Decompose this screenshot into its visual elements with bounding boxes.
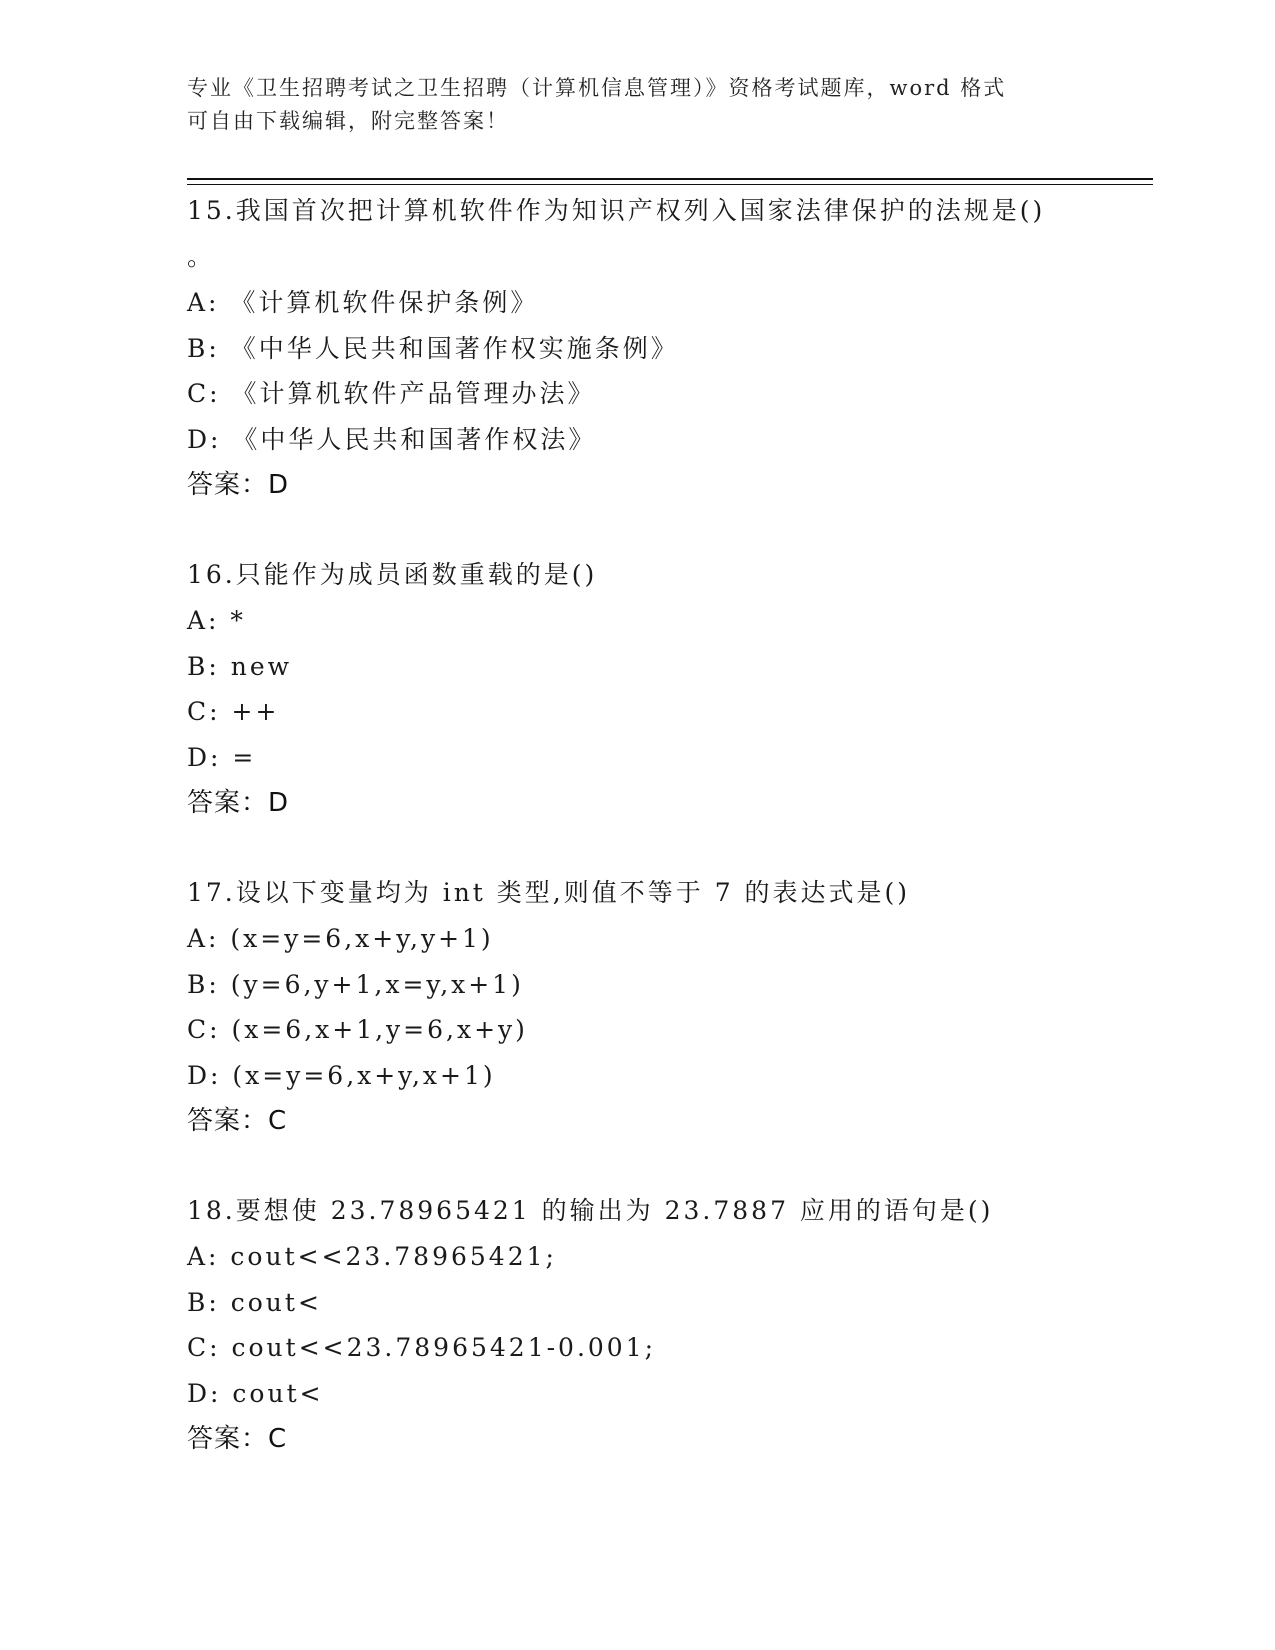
header-divider-thick xyxy=(187,178,1153,180)
document-header xyxy=(187,72,1087,138)
option-a: A: 《计算机软件保护条例》 xyxy=(187,288,539,317)
question-list xyxy=(187,188,1153,1462)
question-16 xyxy=(187,552,1153,826)
question-stem-continuation: 。 xyxy=(187,242,213,271)
option-c: C: ++ xyxy=(187,697,280,726)
answer-line: 答案：C xyxy=(187,1106,288,1136)
option-c: C: 《计算机软件产品管理办法》 xyxy=(187,379,596,408)
header-divider-thin xyxy=(187,184,1153,185)
option-c: C: cout<<23.78965421-0.001; xyxy=(187,1333,657,1362)
option-b: B: cout< xyxy=(187,1287,322,1317)
question-gap xyxy=(187,508,1153,552)
option-d: D: (x=y=6,x+y,x+1) xyxy=(187,1060,496,1090)
question-gap xyxy=(187,826,1153,870)
option-a: A: (x=y=6,x+y,y+1) xyxy=(187,924,494,953)
option-c: C: (x=6,x+1,y=6,x+y) xyxy=(187,1015,528,1044)
question-15 xyxy=(187,188,1153,508)
answer-line: 答案：C xyxy=(187,1424,288,1454)
header-line-2: 可自由下载编辑，附完整答案！ xyxy=(187,109,509,133)
question-gap xyxy=(187,1144,1153,1188)
answer-line: 答案：D xyxy=(187,470,290,500)
question-stem: 18.要想使 23.78965421 的输出为 23.7887 应用的语句是() xyxy=(187,1196,994,1225)
question-stem: 15.我国首次把计算机软件作为知识产权列入国家法律保护的法规是() xyxy=(187,196,1046,225)
option-b: B: (y=6,y+1,x=y,x+1) xyxy=(187,969,524,999)
option-d: D: 《中华人民共和国著作权法》 xyxy=(187,424,597,454)
option-d: D: = xyxy=(187,742,257,772)
question-17 xyxy=(187,870,1153,1144)
option-d: D: cout< xyxy=(187,1378,324,1408)
question-stem: 16.只能作为成员函数重载的是() xyxy=(187,560,598,589)
question-stem: 17.设以下变量均为 int 类型,则值不等于 7 的表达式是() xyxy=(187,878,911,907)
option-b: B: new xyxy=(187,651,293,681)
answer-line: 答案：D xyxy=(187,788,290,818)
header-line-1: 专业《卫生招聘考试之卫生招聘（计算机信息管理）》资格考试题库，word 格式 xyxy=(187,76,1007,100)
option-a: A: cout<<23.78965421; xyxy=(187,1242,557,1271)
option-a: A: * xyxy=(187,606,246,635)
question-18 xyxy=(187,1188,1153,1462)
option-b: B: 《中华人民共和国著作权实施条例》 xyxy=(187,333,679,363)
